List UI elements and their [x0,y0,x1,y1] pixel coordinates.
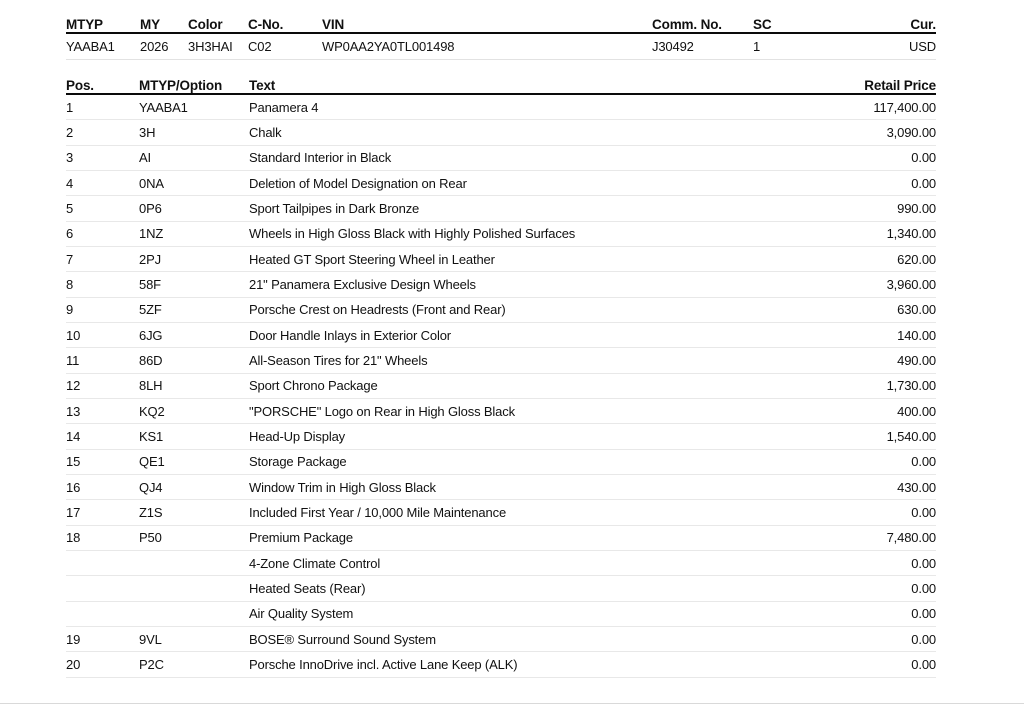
col-my: MY [140,17,160,32]
option-pos: 15 [66,454,81,470]
option-otext: "PORSCHE" Logo on Rear in High Gloss Black [249,403,515,419]
option-otext: Air Quality System [249,606,354,622]
option-otext: Window Trim in High Gloss Black [249,479,436,495]
option-price: 630.00 [897,302,936,318]
col-sc: SC [753,17,772,32]
option-pos: 6 [66,226,74,242]
option-price: 0.00 [911,656,936,672]
option-code: YAABA1 [139,99,188,115]
col-color: Color [188,17,223,32]
option-code: QJ4 [139,479,163,495]
option-pos: 13 [66,403,81,419]
option-otext: Heated GT Sport Steering Wheel in Leather [249,251,495,267]
option-otext: Porsche InnoDrive incl. Active Lane Keep (ALK) [249,656,518,672]
option-pos: 12 [66,378,81,394]
option-code: Z1S [139,504,163,520]
options-header-row [66,77,936,95]
option-otext: Wheels in High Gloss Black with Highly Polished Surfaces [249,226,576,242]
option-otext: Storage Package [249,454,347,470]
value-color: 3H3HAI [188,39,233,54]
option-pos: 17 [66,504,81,520]
col-text: Text [249,78,276,93]
option-pos: 20 [66,656,81,672]
option-otext: Included First Year / 10,000 Mile Maintenance [249,504,507,520]
option-otext: Chalk [249,124,282,140]
option-pos: 2 [66,124,74,140]
vehicle-data-row [66,34,936,60]
option-otext: Panamera 4 [249,99,319,115]
col-commno: Comm. No. [652,17,722,32]
option-code: 5ZF [139,302,162,318]
option-code: QE1 [139,454,165,470]
col-cur: Cur. [910,17,936,32]
option-code: 58F [139,276,161,292]
option-code: 8LH [139,378,163,394]
option-price: 620.00 [897,251,936,267]
option-pos: 19 [66,631,81,647]
option-price: 3,960.00 [886,276,936,292]
value-cur: USD [909,39,936,54]
option-code: KQ2 [139,403,165,419]
option-row [66,450,936,475]
option-price: 0.00 [911,454,936,470]
option-otext: Sport Chrono Package [249,378,378,394]
option-row [66,196,936,221]
option-price: 400.00 [897,403,936,419]
option-row [66,627,936,652]
option-row [66,146,936,171]
option-pos: 8 [66,276,74,292]
option-price: 0.00 [911,150,936,166]
value-sc: 1 [753,39,761,54]
option-pos: 1 [66,99,74,115]
option-price: 1,340.00 [886,226,936,242]
option-row [66,272,936,297]
option-pos: 10 [66,327,81,343]
option-code: 1NZ [139,226,164,242]
option-otext: Head-Up Display [249,428,346,444]
option-code: 0P6 [139,200,162,216]
option-otext: 4-Zone Climate Control [249,555,381,571]
value-vin: WP0AA2YA0TL001498 [322,39,455,54]
option-price: 990.00 [897,200,936,216]
option-row [66,95,936,120]
option-row [66,323,936,348]
option-price: 0.00 [911,606,936,622]
value-commno: J30492 [652,39,694,54]
option-code: AI [139,150,151,166]
option-row [66,500,936,525]
option-row [66,171,936,196]
value-mtyp: YAABA1 [66,39,115,54]
option-price: 0.00 [911,555,936,571]
option-pos: 14 [66,428,81,444]
option-price: 0.00 [911,504,936,520]
option-price: 1,730.00 [886,378,936,394]
option-row [66,120,936,145]
value-cno: C02 [248,39,272,54]
option-code: KS1 [139,428,164,444]
option-code: 2PJ [139,251,161,267]
option-otext: Heated Seats (Rear) [249,580,366,596]
option-row [66,652,936,677]
option-code: P50 [139,530,162,546]
option-row [66,526,936,551]
option-price: 0.00 [911,631,936,647]
vehicle-header-row [66,14,936,34]
option-code: 3H [139,124,156,140]
option-price: 140.00 [897,327,936,343]
option-code: 86D [139,352,163,368]
option-row [66,399,936,424]
col-vin: VIN [322,17,345,32]
col-retail-price: Retail Price [864,78,936,93]
option-price: 490.00 [897,352,936,368]
option-pos: 3 [66,150,74,166]
option-pos: 18 [66,530,81,546]
option-row [66,551,936,576]
option-price: 430.00 [897,479,936,495]
option-price: 7,480.00 [886,530,936,546]
option-price: 0.00 [911,175,936,191]
options-rows [66,95,936,678]
option-pos: 5 [66,200,74,216]
document-content [66,14,936,678]
value-my: 2026 [140,39,169,54]
option-pos: 16 [66,479,81,495]
option-row [66,424,936,449]
option-row [66,348,936,373]
option-otext: 21" Panamera Exclusive Design Wheels [249,276,476,292]
option-otext: Standard Interior in Black [249,150,392,166]
col-cno: C-No. [248,17,284,32]
col-pos: Pos. [66,78,94,93]
option-pos: 4 [66,175,74,191]
option-price: 3,090.00 [886,124,936,140]
option-code: 6JG [139,327,163,343]
option-otext: Deletion of Model Designation on Rear [249,175,467,191]
option-pos: 9 [66,302,74,318]
option-pos: 11 [66,352,80,368]
option-price: 1,540.00 [886,428,936,444]
option-price: 117,400.00 [873,99,936,115]
option-otext: Sport Tailpipes in Dark Bronze [249,200,420,216]
option-otext: Premium Package [249,530,353,546]
option-row [66,374,936,399]
option-code: 0NA [139,175,164,191]
col-mtyp: MTYP [66,17,103,32]
option-otext: Porsche Crest on Headrests (Front and Rear) [249,302,506,318]
option-row [66,247,936,272]
option-otext: BOSE® Surround Sound System [249,631,436,647]
option-row [66,576,936,601]
option-row [66,475,936,500]
option-code: P2C [139,656,164,672]
col-option: MTYP/Option [139,78,223,93]
option-pos: 7 [66,251,74,267]
option-price: 0.00 [911,580,936,596]
option-code: 9VL [139,631,162,647]
option-row [66,222,936,247]
option-otext: All-Season Tires for 21" Wheels [249,352,428,368]
option-row [66,602,936,627]
option-row [66,298,936,323]
option-otext: Door Handle Inlays in Exterior Color [249,327,451,343]
